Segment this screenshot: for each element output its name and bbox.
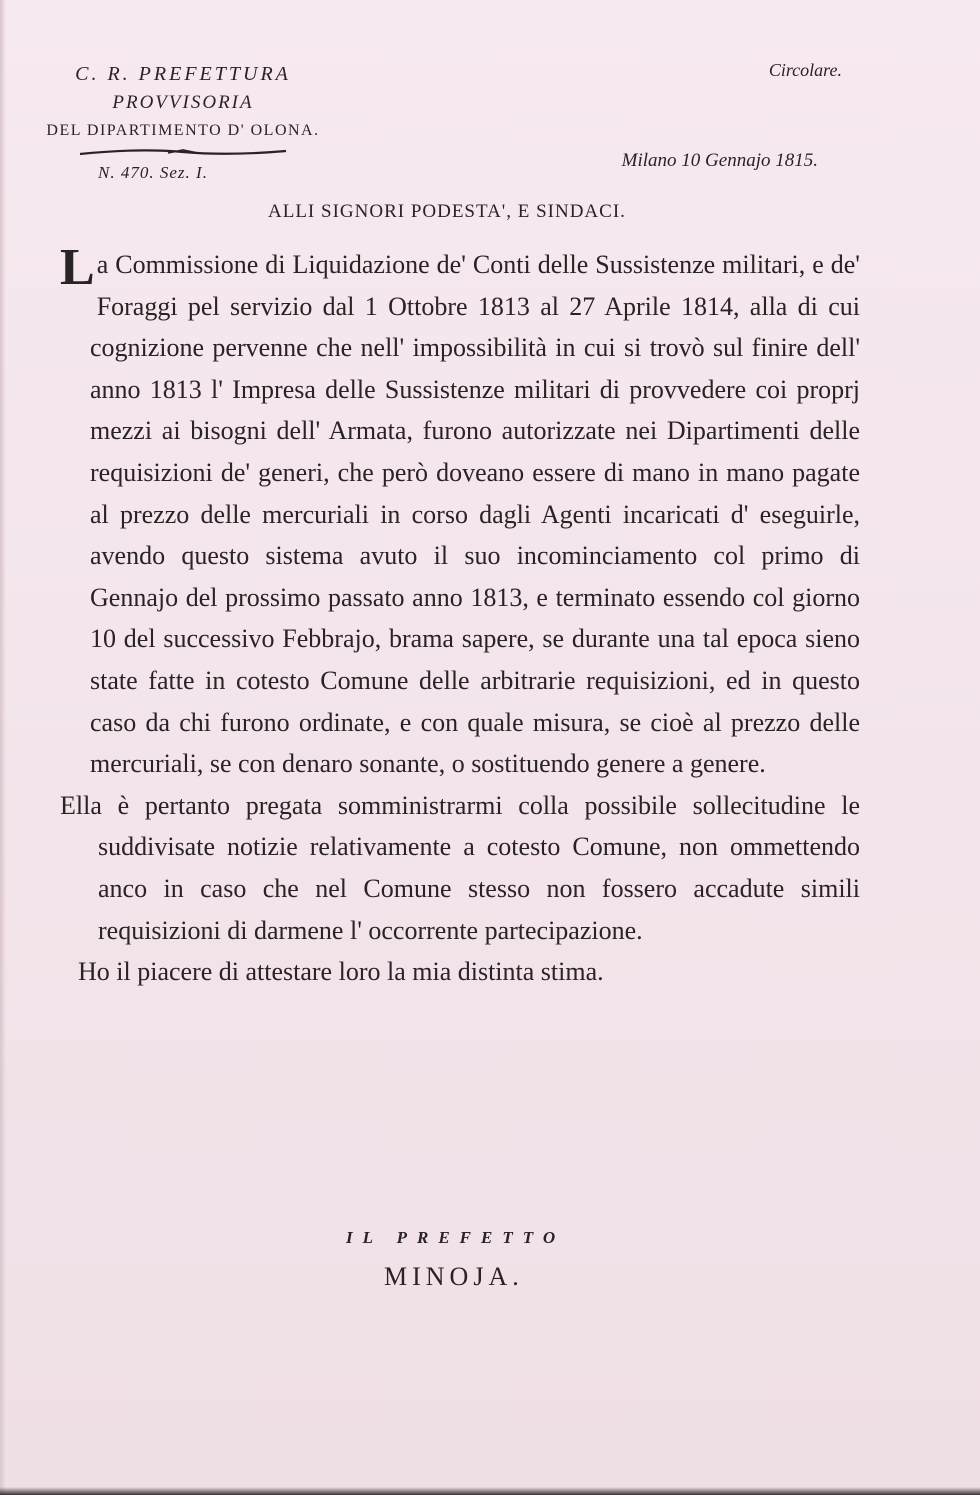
protocol-number: N. 470. Sez. I.	[98, 163, 208, 182]
signatory-name: MINOJA.	[384, 1262, 524, 1291]
issuing-office-block	[8, 60, 358, 186]
drop-cap: L	[60, 239, 95, 296]
paragraph-3: Ho il piacere di attestare loro la mia distinta stima.	[78, 957, 604, 987]
letter-body	[60, 239, 860, 993]
paragraph-1	[60, 239, 860, 785]
paragraph-1-text: a Commissione di Liquidazione de' Conti delle Sussistenze militari, e de' Foraggi pel servizio dal 1 Ottobre 1813 al 27 Aprile 1814, alla di cui cognizione pervenne che nell' impossibilità in cui si trovò sul finire dell' anno 1813 l' Impresa delle Sussistenze militari di provvedere coi proprj mezzi ai bisogni dell' Armata, furono autorizzate nei Dipartimenti delle requisizioni de' generi, che però doveano essere di mano in mano pagate al prezzo delle mercuriali in corso dagli Agenti incaricati d' eseguirle, avendo questo sistema avuto il suo incominciamento col primo di Gennajo del prossimo passato anno 1813, e terminato essendo col giorno 10 del successivo Febbrajo, brama sapere, se durante una tal epoca sieno state fatte in cotesto Comune delle arbitrarie requisizioni, ed in questo caso da chi furono ordinate, e con quale misura, se cioè al prezzo delle mercuriali, se con denaro sonante, o sostituendo genere a genere.	[90, 250, 860, 779]
ornamental-rule	[78, 148, 288, 158]
document-type-label: Circolare.	[768, 60, 842, 80]
office-line-1: C. R. PREFETTURA	[75, 63, 291, 85]
paragraph-2: Ella è pertanto pregata somministrarmi colla possibile sollecitudine le suddivisate notizie relativamente a cotesto Comune, non ommettendo anco in caso che nel Comune stesso non fossero accadute simili requisizioni di darmene l' occorrente partecipazione.	[60, 790, 860, 945]
office-line-2: PROVVISORIA	[112, 92, 254, 113]
office-line-3: DEL DIPARTIMENTO D' OLONA.	[46, 122, 320, 139]
addressee-line: ALLI SIGNORI PODESTA', E SINDACI.	[268, 201, 626, 222]
dateline: Milano 10 Gennajo 1815.	[621, 150, 818, 171]
signatory-title: IL PREFETTO	[346, 1228, 566, 1247]
